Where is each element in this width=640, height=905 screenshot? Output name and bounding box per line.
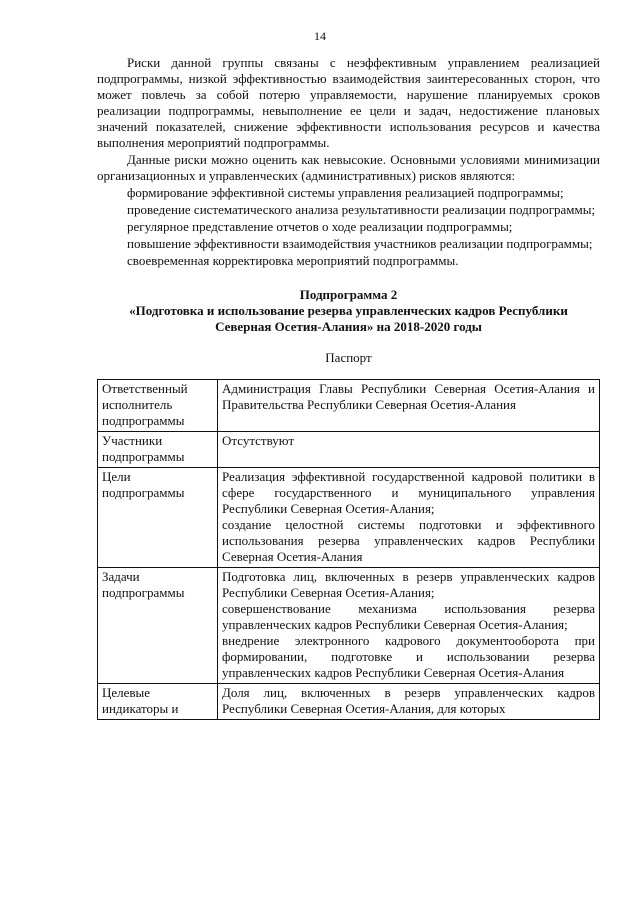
passport-value-line: Отсутствуют [222,433,295,448]
passport-value-line: Подготовка лиц, включенных в резерв управленческих кадров Республики Северная Осетия-Алания; [222,569,595,600]
table-row [98,380,600,432]
table-row [98,468,600,568]
passport-field-label: Участники подпрограммы [98,432,218,468]
paragraph: регулярное представление отчетов о ходе реализации подпрограммы; [127,219,513,234]
subprogram-title-line-2: Северная Осетия-Алания» на 2018-2020 годы [215,319,482,334]
table-row [98,568,600,684]
passport-field-label: Целевые индикаторы и [98,684,218,720]
passport-field-value [218,468,600,568]
page-number: 14 [314,29,326,43]
passport-value-line: создание целостной системы подготовки и эффективного использования резерва управленческих кадров Республики Северная Осетия-Алания [222,517,595,564]
passport-field-label: Ответственный исполнитель подпрограммы [98,380,218,432]
paragraph: повышение эффективности взаимодействия участников реализации подпрограммы; [127,236,593,251]
subprogram-heading: Подпрограмма 2 [299,287,398,302]
passport-field-value [218,432,600,468]
passport-value-line: Реализация эффективной государственной кадровой политики в сфере государственного и муниципального управления Республики Северная Осетия-Алания; [222,469,595,516]
passport-value-line: внедрение электронного кадрового документооборота при формировании, подготовке и использовании резерва управленческих кадров Республики Северная Осетия-Алания [222,633,595,680]
table-row [98,432,600,468]
subprogram-title [97,287,600,335]
paragraph: Данные риски можно оценить как невысокие. Основными условиями минимизации организационных и управленческих (административных) рисков являются: [97,152,600,183]
paragraph: формирование эффективной системы управления реализацией подпрограммы; [127,185,564,200]
table-row [98,684,600,720]
paragraph: проведение систематического анализа результативности реализации подпрограммы; [127,202,596,217]
passport-table [97,379,600,720]
passport-field-label: Цели подпрограммы [98,468,218,568]
passport-value-line: совершенствование механизма использования резерва управленческих кадров Республики Северная Осетия-Алания; [222,601,595,632]
intro-section [97,55,600,269]
document-body [97,55,600,720]
subprogram-title-line-1: «Подготовка и использование резерва управленческих кадров Республики [129,303,568,318]
passport-value-line: Администрация Главы Республики Северная Осетия-Алания и Правительства Республики Северная Осетия-Алания [222,381,595,412]
passport-value-line: Доля лиц, включенных в резерв управленческих кадров Республики Северная Осетия-Алания, для которых [222,685,595,716]
paragraph: Риски данной группы связаны с неэффективным управлением реализацией подпрограммы, низкой эффективностью взаимодействия заинтересованных сторон, что может повлечь за собой потерю управляемости, нарушение планируемых сроков реализации подпрограммы, невыполнение ее цели и задач, недостижение плановых значений показателей, снижение эффективности использования ресурсов и качества выполнения мероприятий подпрограммы. [97,55,600,150]
paragraph: своевременная корректировка мероприятий подпрограммы. [127,253,459,268]
passport-field-value [218,568,600,684]
passport-field-value [218,684,600,720]
passport-field-value [218,380,600,432]
passport-label: Паспорт [325,350,372,365]
passport-field-label: Задачи подпрограммы [98,568,218,684]
